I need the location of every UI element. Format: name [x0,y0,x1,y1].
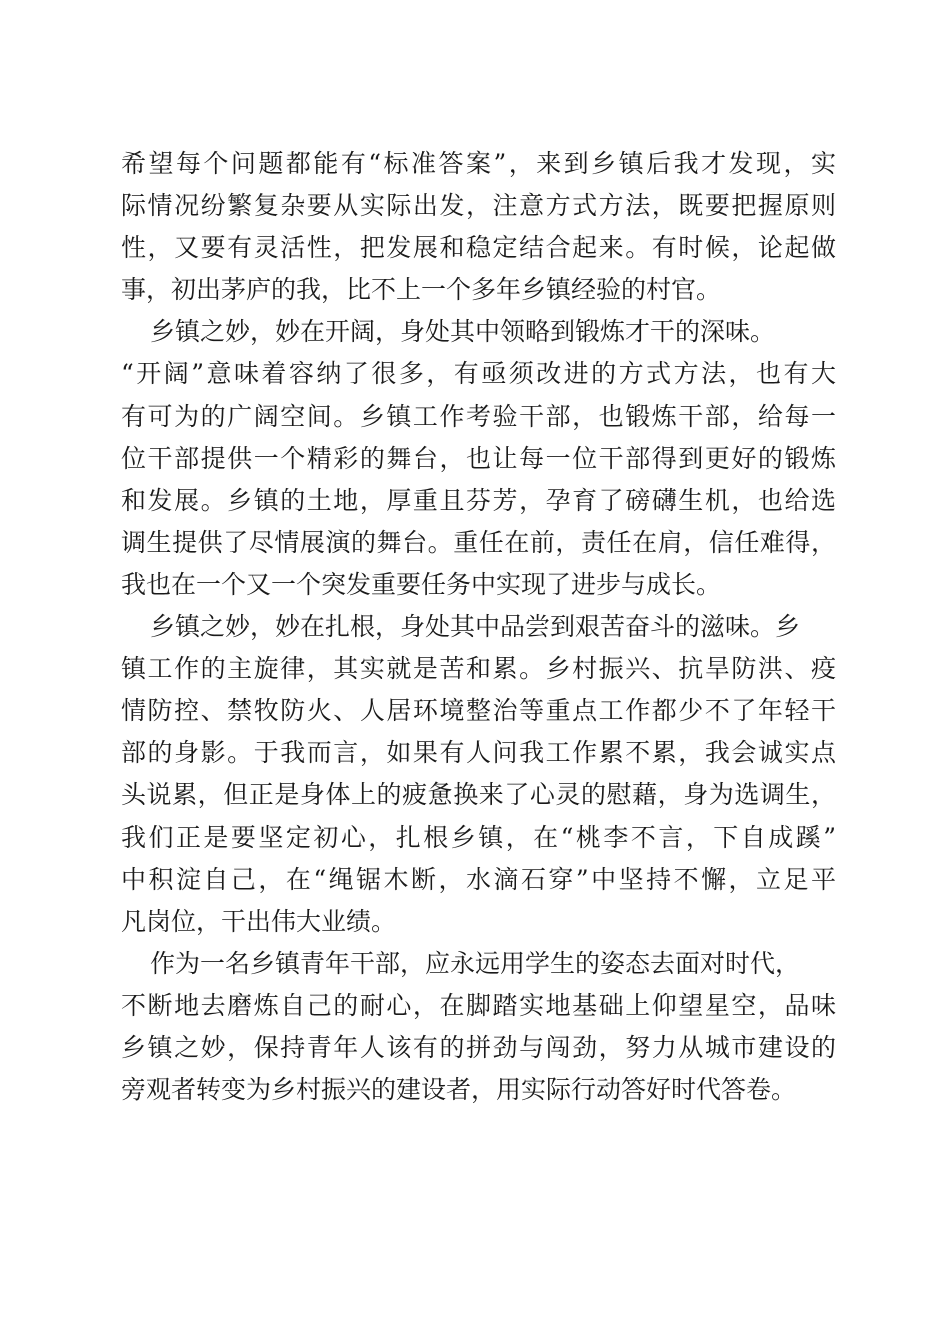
text-line: 我也在一个又一个突发重要任务中实现了进步与成长。 [121,569,722,599]
paragraph-first-line: 作为一名乡镇青年干部，应永远用学生的姿态去面对时代， [150,948,801,978]
text-line: 我们正是要坚定初心，扎根乡镇，在“桃李不言，下自成蹊” [121,822,836,852]
text-line: 有可为的广阔空间。乡镇工作考验干部，也锻炼干部，给每一 [121,401,836,431]
text-line: 镇工作的主旋律，其实就是苦和累。乡村振兴、抗旱防洪、疫 [121,654,836,684]
text-line: 际情况纷繁复杂要从实际出发，注意方式方法，既要把握原则 [121,191,836,221]
text-line: 凡岗位，干出伟大业绩。 [121,906,397,936]
text-line: 事，初出茅庐的我，比不上一个多年乡镇经验的村官。 [121,275,722,305]
text-line: 部的身影。于我而言，如果有人问我工作累不累，我会诚实点 [121,738,836,768]
text-line: 情防控、禁牧防火、人居环境整治等重点工作都少不了年轻干 [121,696,836,726]
text-line: 性，又要有灵活性，把发展和稳定结合起来。有时候，论起做 [121,233,836,263]
text-line: 头说累，但正是身体上的疲惫换来了心灵的慰藉，身为选调生， [121,780,836,810]
text-line: 位干部提供一个精彩的舞台，也让每一位干部得到更好的锻炼 [121,443,836,473]
text-line: 希望每个问题都能有“标准答案”，来到乡镇后我才发现，实 [121,149,836,178]
text-line: 调生提供了尽情展演的舞台。重任在前，责任在肩，信任难得， [121,527,836,557]
text-line: 中积淀自己，在“绳锯木断，水滴石穿”中坚持不懈，立足平 [121,864,836,894]
text-line: “开阔”意味着容纳了很多，有亟须改进的方式方法，也有大 [121,359,836,389]
text-line: 旁观者转变为乡村振兴的建设者，用实际行动答好时代答卷。 [121,1075,797,1105]
document-body [121,143,836,1111]
paragraph-first-line: 乡镇之妙，妙在扎根，身处其中品尝到艰苦奋斗的滋味。乡 [150,612,801,642]
text-line: 和发展。乡镇的土地，厚重且芬芳，孕育了磅礴生机，也给选 [121,485,836,515]
paragraph-first-line: 乡镇之妙，妙在开阔，身处其中领略到锻炼才干的深味。 [150,317,776,347]
text-line: 不断地去磨炼自己的耐心，在脚踏实地基础上仰望星空，品味 [121,990,836,1020]
text-line: 乡镇之妙，保持青年人该有的拼劲与闯劲，努力从城市建设的 [121,1032,836,1062]
